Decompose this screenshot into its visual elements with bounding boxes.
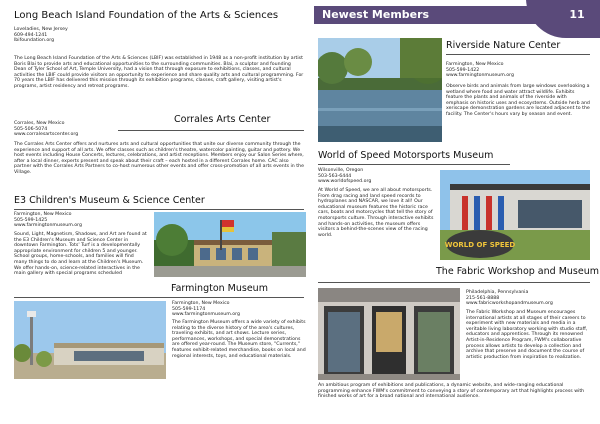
- e3-location: Farmington, New Mexico: [14, 212, 72, 217]
- fabric-location: Philadelphia, Pennsylvania: [466, 290, 529, 295]
- riverside-phone: 505-599-1422: [446, 67, 480, 73]
- e3-title: E3 Children's Museum & Science Center: [14, 195, 205, 206]
- riverside-rule: [446, 54, 590, 55]
- corrales-location: Corrales, New Mexico: [14, 121, 65, 126]
- fabric-website: www.fabricworkshopandmuseum.org: [466, 301, 553, 307]
- fabric-rule: [318, 282, 590, 283]
- speed-location: Wilsonville, Oregon: [318, 168, 364, 173]
- riverside-body: Observe birds and animals from large windows overlooking a wetland where food and water attract wildlife. Exhibits feature the plants and animals of the riverside with emphasis on historic uses and ecosystems. Outside herb and xeriscape demonstration gardens are located adjacent to the facility. The Center's hours vary by season and event.: [446, 84, 590, 117]
- farmington-title: Farmington Museum: [171, 283, 268, 294]
- riverside-website: www.farmingtonmuseum.org: [446, 73, 514, 79]
- section-title: Newest Members: [322, 8, 430, 21]
- fabric-title: The Fabric Workshop and Museum: [436, 266, 599, 277]
- speed-contact: [318, 168, 371, 185]
- farmington-museum-photo: [14, 301, 166, 379]
- corrales-website: www.corralesartscenter.org: [14, 132, 79, 138]
- e3-contact: [14, 212, 82, 229]
- e3-phone: 505-599-1425: [14, 217, 48, 223]
- farmington-contact: [172, 301, 240, 318]
- lbi-website: lbifoundation.org: [14, 38, 55, 44]
- riverside-contact: [446, 62, 514, 79]
- e3-museum-photo: [154, 212, 306, 277]
- lbi-phone: 609-494-1241: [14, 32, 48, 38]
- lbi-body: The Long Beach Island Foundation of the Arts & Sciences (LBIF) was established in 1948 as a non-profit institution by artist Boris Blai to provide arts and educational opportunities to the surrounding communities. Blai, a sculptor and founding Dean of Tyler School of Art, Temple University, had a vision that through exposure to exhibitions, classes, and cultural activities the LBIF could provide visitors an opportunity to experience and share quality arts and cultural programming. For 70 years the LBIF has delivered this mission through its exhibition programs, classes, craft gallery, visiting artist's programs, artist residency and retreat programs.: [14, 56, 304, 89]
- fabric-phone: 215-561-8888: [466, 295, 500, 301]
- farmington-rule: [14, 297, 304, 298]
- farmington-phone: 505-599-1174: [172, 306, 206, 312]
- speed-phone: 503-563-6444: [318, 173, 352, 179]
- lbi-contact: [14, 27, 68, 44]
- e3-body: Sound, Light, Magnetism, Shadows, and Art are found at the E3 Children's Museum and Science Center in downtown Farmington. Tots' Turf is a developmentally appropriate environment for children 5 and younger. School groups, home-schools, and families will find many things to do and learn at the Children's Museum. We offer hands-on, science-related interactives in the main gallery with special programs scheduled: [14, 232, 147, 277]
- fabric-footer-text: An ambitious program of exhibitions and publications, a dynamic website, and wide-ranging educational programming enhance FWM's commitment to conveying a story of contemporary art that highlights process with finished works of art for a broad national and international audience.: [318, 383, 585, 400]
- corrales-phone: 505-506-5074: [14, 126, 48, 132]
- riverside-location: Farmington, New Mexico: [446, 62, 504, 67]
- riverside-title: Riverside Nature Center: [446, 40, 561, 51]
- fabric-body: The Fabric Workshop and Museum encourages international artists at all stages of their careers to experiment with new materials and media in a veritable living laboratory working with studio staff, educators and apprentices. Through its renowned Artist-in-Residence Program, FWM's collaborative process allows artists to develop a collection and archive that preserve and document the course of artistic production from inspiration to realization.: [466, 310, 588, 360]
- e3-rule: [14, 209, 304, 210]
- speed-museum-photo: [440, 170, 590, 260]
- fabric-contact: [466, 290, 553, 307]
- farmington-location: Farmington, New Mexico: [172, 301, 230, 306]
- farmington-body: The Farmington Museum offers a wide variety of exhibits relating to the diverse history of the area's cultures, traveling exhibits, and art shows. Lecture series, performances, workshops, and special demonstrations are offered year-round. The Museum store, "Currents," features exhibit-related merchandise, books on local and regional interests, toys, and educational materials.: [172, 320, 306, 359]
- lbi-location: Loveladies, New Jersey: [14, 27, 68, 32]
- speed-sign-text: WORLD OF SPEED: [444, 241, 516, 249]
- speed-title: World of Speed Motorsports Museum: [318, 150, 494, 161]
- speed-body: At World of Speed, we are all about motorsports. From drag racing and land speed records to hydroplanes and NASCAR, we love it all! Our educational museum features the historic race cars, boats and motorcycles that tell the story of motorsports culture. Through interactive exhibits and hands-on activities, the museum offers visitors a behind-the-scenes view of the racing world.: [318, 188, 434, 238]
- corrales-body: The Corrales Arts Center offers and nurtures arts and cultural opportunities that unite our diverse community through the experience and support of all arts. We offer classes such as children's theatre, watercolor painting, guitar and pottery. We host events including House Concerts, lectures, celebrations, and artist receptions. Members enjoy our Salon Series where, after a local dinner, experts present and speak about their craft – each hosted in a different Corrales home. CAC also partner with the Corrales Arts Partners to co-host numerous other events and offer cross-promotion of all arts events in the Village.: [14, 142, 304, 175]
- e3-website: www.farmingtonmuseum.org: [14, 223, 82, 229]
- speed-website: www.worldofspeed.org: [318, 179, 372, 185]
- corrales-title: Corrales Arts Center: [174, 114, 271, 125]
- corrales-contact: [14, 121, 78, 138]
- page-number-tab: [526, 0, 600, 38]
- lbi-title: Long Beach Island Foundation of the Arts & Sciences: [14, 10, 279, 21]
- page-number: 11: [569, 8, 585, 21]
- farmington-website: www.farmingtonmuseum.org: [172, 312, 240, 318]
- riverside-photo: [318, 38, 442, 142]
- speed-rule: [318, 164, 510, 165]
- fabric-museum-photo: [318, 288, 460, 380]
- corrales-rule: [118, 130, 304, 131]
